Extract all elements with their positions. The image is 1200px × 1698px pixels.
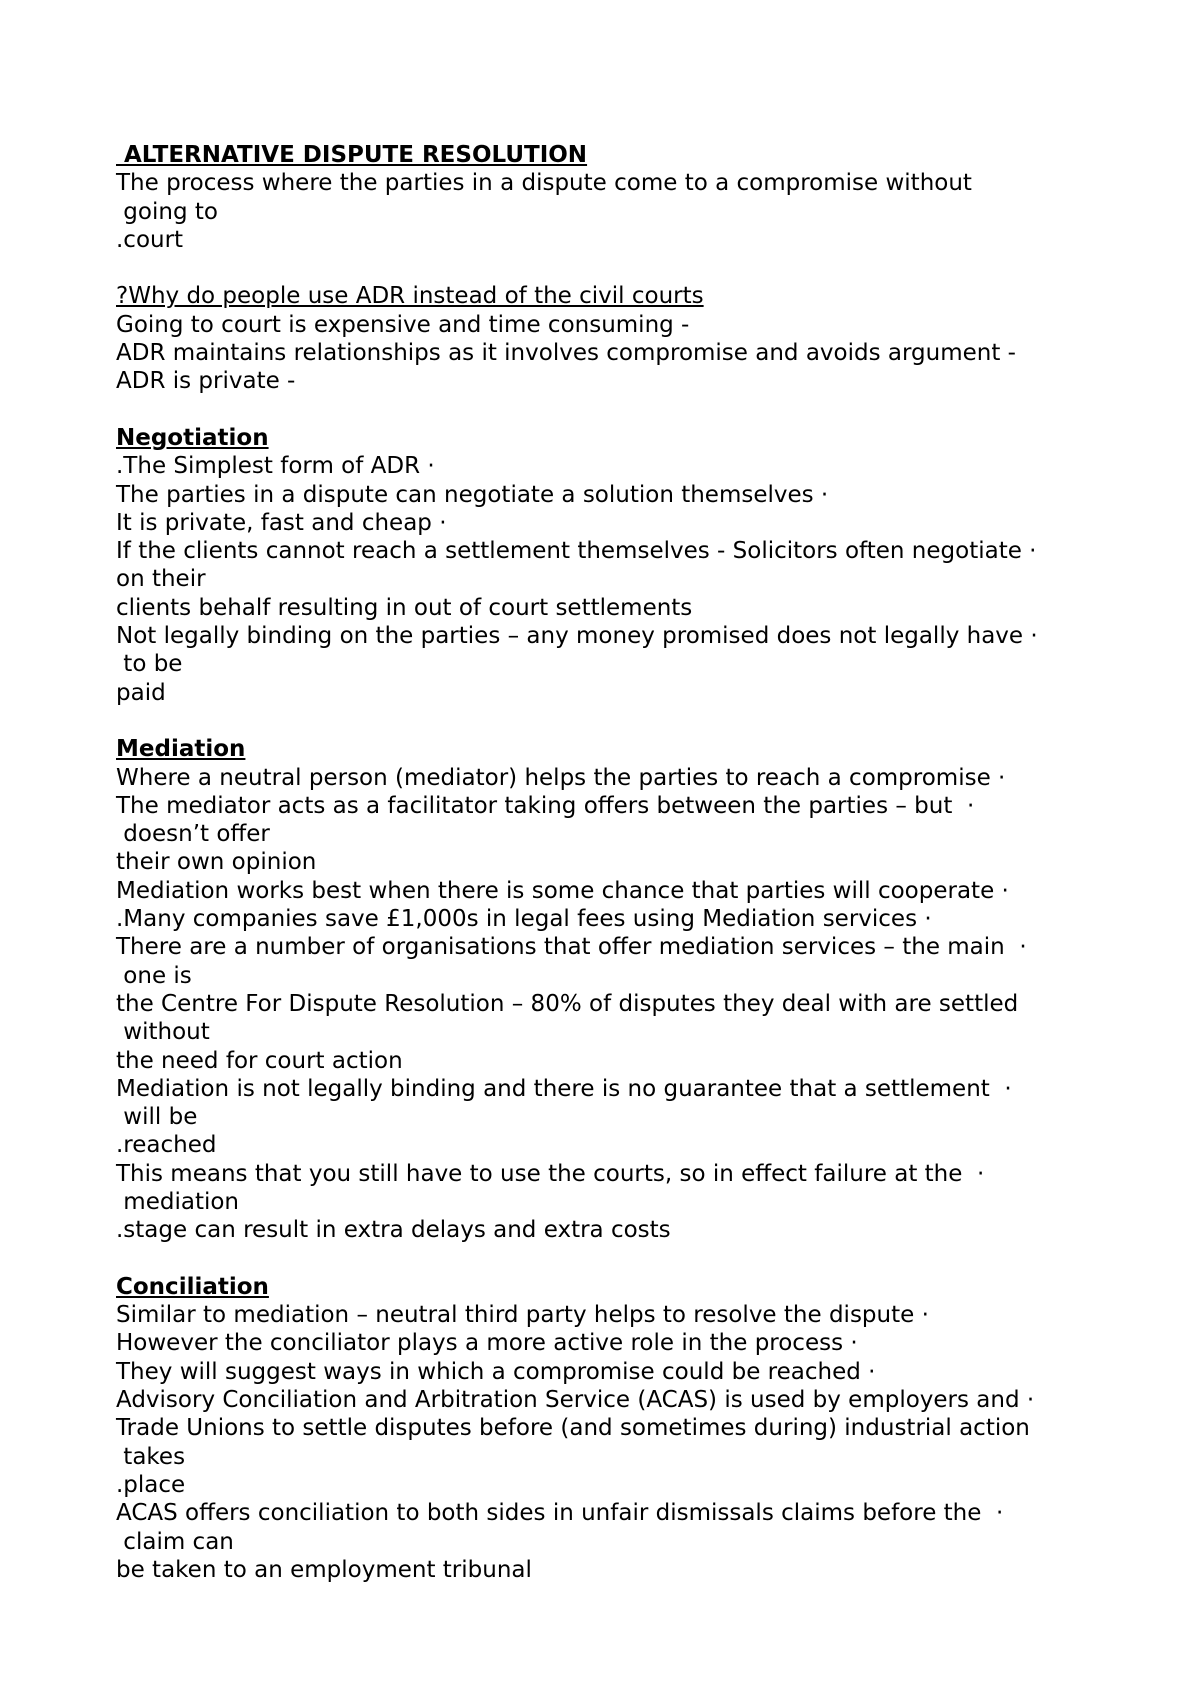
mediation-line: The mediator acts as a facilitator taking offers between the parties – but ·	[116, 792, 975, 819]
mediation-line: .stage can result in extra delays and extra costs	[116, 1217, 671, 1244]
conciliation-line: However the conciliator plays a more active role in the process ·	[116, 1330, 858, 1357]
mediation-line: doesn’t offer	[116, 821, 270, 848]
negotiation-line: It is private, fast and cheap ·	[116, 509, 447, 536]
conciliation-line: Similar to mediation – neutral third party helps to resolve the dispute ·	[116, 1302, 929, 1329]
document-page	[116, 141, 1116, 1584]
mediation-line: There are a number of organisations that offer mediation services – the main ·	[116, 934, 1027, 961]
mediation-heading: Mediation	[116, 736, 246, 763]
mediation-line: Where a neutral person (mediator) helps the parties to reach a compromise ·	[116, 764, 1006, 791]
mediation-line: the need for court action	[116, 1047, 403, 1074]
intro-line: .court	[116, 226, 184, 253]
spacer	[116, 396, 1116, 424]
mediation-section	[116, 735, 1116, 1244]
mediation-line: mediation	[116, 1188, 240, 1215]
why-line: ADR maintains relationships as it involves compromise and avoids argument -	[116, 340, 1016, 367]
conciliation-section	[116, 1273, 1116, 1584]
why-line: ADR is private -	[116, 368, 296, 395]
negotiation-heading: Negotiation	[116, 424, 269, 451]
negotiation-line: clients behalf resulting in out of court settlements	[116, 594, 693, 621]
negotiation-line: on their	[116, 566, 206, 593]
conciliation-line: be taken to an employment tribunal	[116, 1556, 532, 1583]
spacer	[116, 707, 1116, 735]
conciliation-line: Trade Unions to settle disputes before (and sometimes during) industrial action	[116, 1415, 1030, 1442]
spacer	[116, 1245, 1116, 1273]
conciliation-line: claim can	[116, 1528, 234, 1555]
mediation-line: Mediation is not legally binding and there is no guarantee that a settlement ·	[116, 1075, 1012, 1102]
why-section	[116, 282, 1116, 395]
negotiation-line: paid	[116, 679, 166, 706]
conciliation-line: .place	[116, 1471, 186, 1498]
negotiation-section	[116, 424, 1116, 707]
conciliation-line: takes	[116, 1443, 186, 1470]
why-question: ?Why do people use ADR instead of the civil courts	[116, 283, 704, 310]
why-line: Going to court is expensive and time consuming -	[116, 311, 690, 338]
intro-section	[116, 169, 1116, 254]
mediation-line: without	[116, 1019, 210, 1046]
mediation-line: .Many companies save £1,000s in legal fees using Mediation services ·	[116, 906, 932, 933]
conciliation-line: Advisory Conciliation and Arbitration Service (ACAS) is used by employers and ·	[116, 1387, 1035, 1414]
mediation-line: .reached	[116, 1132, 217, 1159]
negotiation-line: The parties in a dispute can negotiate a solution themselves ·	[116, 481, 829, 508]
negotiation-line: Not legally binding on the parties – any money promised does not legally have ·	[116, 623, 1038, 650]
spacer	[116, 254, 1116, 282]
intro-line: The process where the parties in a dispute come to a compromise without	[116, 170, 972, 197]
mediation-line: Mediation works best when there is some chance that parties will cooperate ·	[116, 877, 1009, 904]
negotiation-line: to be	[116, 651, 183, 678]
negotiation-line: .The Simplest form of ADR ·	[116, 453, 435, 480]
mediation-line: one is	[116, 962, 192, 989]
conciliation-line: They will suggest ways in which a compromise could be reached ·	[116, 1358, 876, 1385]
mediation-line: the Centre For Dispute Resolution – 80% of disputes they deal with are settled	[116, 990, 1019, 1017]
intro-line: going to	[116, 198, 218, 225]
negotiation-line: If the clients cannot reach a settlement themselves - Solicitors often negotiate ·	[116, 538, 1037, 565]
conciliation-heading: Conciliation	[116, 1273, 269, 1300]
mediation-line: their own opinion	[116, 849, 317, 876]
mediation-line: will be	[116, 1104, 198, 1131]
conciliation-line: ACAS offers conciliation to both sides in unfair dismissals claims before the ·	[116, 1500, 1004, 1527]
document-title: ALTERNATIVE DISPUTE RESOLUTION	[116, 142, 588, 168]
mediation-line: This means that you still have to use the courts, so in effect failure at the ·	[116, 1160, 985, 1187]
